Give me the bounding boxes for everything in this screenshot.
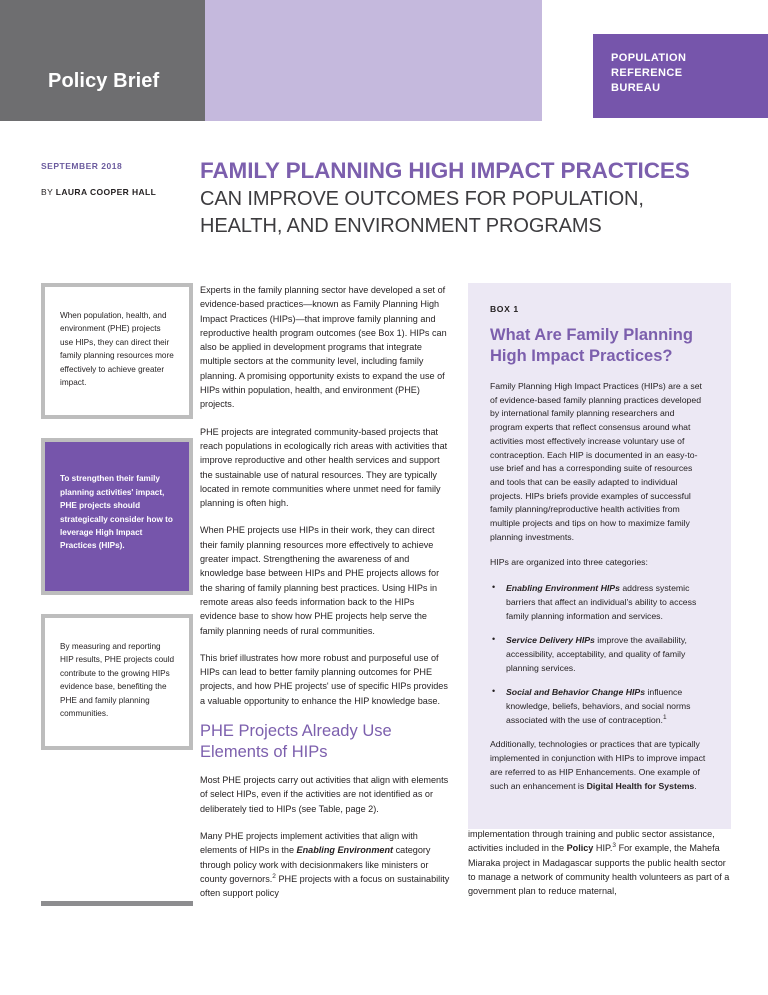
rightflow-part2: HIP. — [593, 843, 613, 854]
para6-emphasis: Enabling Environment — [296, 845, 394, 856]
bullet-icon: • — [492, 582, 496, 593]
box1-closing-part1: Additionally, technologies or practices that are typically implemented in conjunction with HIPs to improve impact are referred to as HIP Enhancements. One example of such an enhancement is — [490, 739, 706, 791]
rightflow-part1: implementation through training and public sector assistance, activities included in the — [468, 829, 715, 854]
byline-prefix: BY — [41, 187, 56, 197]
box1-paragraph-1: Family Planning High Impact Practices (HIPs) are a set of evidence-based family planning practices developed by international family planning researchers and program experts that reflect consensus around what activities most effectively increase voluntary use of contraception. Each HIP is documented in an easy-to-use brief and has a corresponding suite of resources and tools that can be easily adapted to individual projects. HIPs briefs provide examples of successful family planning/reproductive health activities from multiple projects and tips on how to maximize family planning investments. — [490, 381, 702, 542]
box1-bullet-2-emphasis: Service Delivery HIPs — [506, 635, 595, 646]
title-subtitle — [200, 186, 740, 240]
box1-closing-part2: . — [694, 780, 697, 791]
box1-bullet-3-footnote: 1 — [662, 713, 667, 721]
author-byline — [41, 187, 191, 197]
para6-footnote-marker: 2 — [272, 872, 276, 880]
box1-bullet-3-text: influence knowledge, beliefs, behaviors, and social norms associated with the use of contraception. — [506, 687, 691, 725]
left-column-divider — [41, 901, 193, 906]
box1-bullet-1-text: address systemic barriers that affect an individual's ability to access family planning information and services. — [506, 583, 697, 621]
prb-logo — [593, 34, 768, 118]
bullet-icon: • — [492, 634, 496, 645]
para6-part2: category through policy work with decisionmakers like ministers or county governors. — [200, 845, 431, 884]
right-continuation-text — [468, 827, 731, 911]
prb-logo-line1: POPULATION — [611, 52, 687, 64]
prb-logo-line3: BUREAU — [611, 82, 661, 94]
callout-column — [41, 283, 193, 769]
para6-part1: Many PHE projects implement activities that align with elements of HIPs in the — [200, 830, 418, 856]
box1-panel — [468, 283, 731, 829]
box1-list-item — [492, 634, 709, 675]
box1-title — [490, 325, 709, 367]
page-title — [200, 158, 740, 240]
box1-bullet-1-emphasis: Enabling Environment HIPs — [506, 583, 620, 594]
prb-logo-line2: REFERENCE — [611, 67, 683, 79]
right-flow-paragraph — [468, 827, 731, 898]
box1-list-item — [492, 582, 709, 623]
title-subtitle-line2: HEALTH, AND ENVIRONMENT PROGRAMS — [200, 215, 602, 237]
bullet-icon: • — [492, 686, 496, 697]
header-lavender-band — [205, 0, 542, 121]
publication-date: SEPTEMBER 2018 — [41, 161, 123, 171]
box1-closing-bold: Digital Health for Systems — [586, 780, 695, 791]
body-paragraph-6 — [200, 829, 450, 900]
body-paragraph-4: This brief illustrates how more robust and purposeful use of HIPs can lead to better family planning outcomes for PHE projects, and how PHE projects' use of specific HIPs provides a valuable opportunity to enhance the HIP knowledge base. — [200, 652, 448, 706]
box1-title-line2: High Impact Practices? — [490, 347, 673, 365]
box1-title-line1: What Are Family Planning — [490, 326, 693, 344]
box1-bullet-3-emphasis: Social and Behavior Change HIPs — [506, 687, 646, 698]
rightflow-part3: For example, the Mahefa Miaraka project in Madagascar supports the public health sector to manage a network of community health volunteers as part of a government plan to reduce maternal, — [468, 843, 730, 897]
prb-logo-text — [611, 51, 686, 96]
page-header — [0, 0, 768, 121]
box1-label: BOX 1 — [490, 304, 519, 314]
section-heading: PHE Projects Already Use Elements of HIPs — [200, 722, 392, 762]
author-name: LAURA COOPER HALL — [55, 187, 157, 197]
title-main: FAMILY PLANNING HIGH IMPACT PRACTICES — [200, 158, 690, 183]
box1-list-item — [492, 686, 709, 727]
meta-block — [41, 161, 191, 197]
rightflow-footnote-marker: 3 — [612, 842, 617, 850]
callout-box-3: By measuring and reporting HIP results, PHE projects could contribute to the growing HIPs evidence base, benefiting the PHE and family planning communities. — [41, 614, 193, 750]
box1-category-list — [490, 582, 709, 727]
main-text-column — [200, 283, 450, 913]
body-paragraph-1: Experts in the family planning sector have developed a set of evidence-based practices—known as Family Planning High Impact Practices (HIPs)—that improve family planning and reproductive health program outcomes (see Box 1). HIPs can also be applied in development programs that integrate multiple sectors at the community level, including family planning. A promising opportunity exists to expand the use of HIPs within population, health, and environment (PHE) projects. — [200, 285, 447, 410]
title-subtitle-line1: CAN IMPROVE OUTCOMES FOR POPULATION, — [200, 188, 644, 210]
box1-bullet-2-text: improve the availability, accessibility, acceptability, and quality of family planning services. — [506, 635, 687, 673]
callout-box-1: When population, health, and environment (PHE) projects use HIPs, they can direct their family planning resources more effectively to achieve greater impact. — [41, 283, 193, 419]
callout-box-2: To strengthen their family planning activities' impact, PHE projects should strategically consider how to leverage High Impact Practices (HIPs). — [41, 438, 193, 594]
body-paragraph-3: When PHE projects use HIPs in their work, they can direct their family planning resources more effectively to achieve greater impact. Strengthening the awareness of and knowledge base between HIPs and PHE projects allows for the sharing of family planning best practices. Using HIPs in remote areas also feeds information back to the HIPs evidence base to show how PHE projects help serve the family planning needs of rural communities. — [200, 525, 440, 636]
policy-brief-label: Policy Brief — [48, 70, 160, 92]
box1-paragraph-2: HIPs are organized into three categories: — [490, 557, 648, 568]
box1-closing-paragraph — [490, 738, 709, 793]
para6-part3: PHE projects with a focus on sustainability often support policy — [200, 873, 450, 899]
header-gray-band — [0, 0, 205, 121]
body-paragraph-2: PHE projects are integrated community-based projects that reach populations in ecologically rich areas with activities that improve reproductive and other health services and support the sustainable use of natural resources. They are typically located in remote communities where unmet need for family planning is often high. — [200, 426, 448, 509]
body-paragraph-5: Most PHE projects carry out activities that align with elements of select HIPs, even if the activities are not identified as or deliberately tied to HIPs (see Table, page 2). — [200, 775, 449, 814]
rightflow-bold: Policy — [566, 843, 594, 854]
